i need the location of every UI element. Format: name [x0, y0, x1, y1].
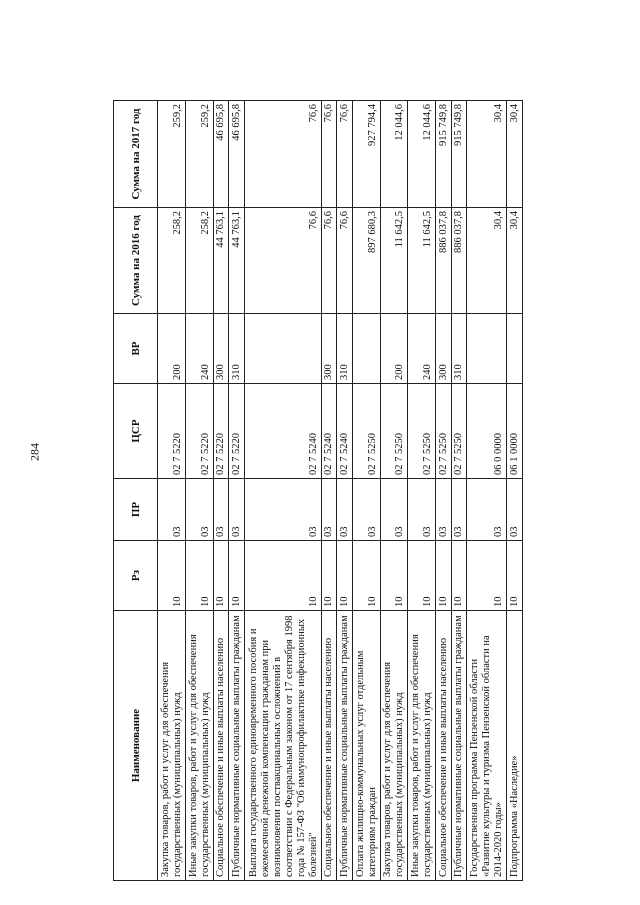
cell-pr: 03 — [507, 479, 523, 541]
cell-pr: 03 — [213, 479, 228, 541]
cell-name: Публичные нормативные социальные выплаты гражданам — [229, 611, 244, 881]
cell-name: Государственная программа Пензенской области «Развитие культуры и туризма Пензенской области на 2014-2020 годы» — [467, 611, 507, 881]
cell-rz: 10 — [213, 541, 228, 611]
cell-sum-2017: 46 695,8 — [229, 101, 244, 208]
cell-name: Публичные нормативные социальные выплаты гражданам — [451, 611, 466, 881]
cell-sum-2017: 12 044,6 — [408, 101, 436, 208]
cell-vr: 200 — [158, 314, 186, 384]
cell-pr: 03 — [467, 479, 507, 541]
cell-sum-2017: 76,6 — [244, 101, 321, 208]
cell-rz: 10 — [451, 541, 466, 611]
table-row — [451, 101, 466, 881]
cell-sum-2016: 258,2 — [185, 208, 213, 314]
cell-sum-2017: 76,6 — [321, 101, 336, 208]
cell-vr: 310 — [451, 314, 466, 384]
table-row — [229, 101, 244, 881]
cell-rz: 10 — [229, 541, 244, 611]
cell-csr: 02 7 5240 — [244, 384, 321, 479]
cell-sum-2017: 30,4 — [507, 101, 523, 208]
table-row — [158, 101, 186, 881]
cell-rz: 10 — [337, 541, 352, 611]
cell-name: Иные закупки товаров, работ и услуг для обеспечения государственных (муниципальных) нужд — [185, 611, 213, 881]
cell-pr: 03 — [321, 479, 336, 541]
table-row — [337, 101, 352, 881]
cell-vr — [507, 314, 523, 384]
cell-sum-2017: 915 749,8 — [436, 101, 451, 208]
cell-vr: 300 — [321, 314, 336, 384]
cell-sum-2016: 76,6 — [337, 208, 352, 314]
cell-csr: 06 1 0000 — [507, 384, 523, 479]
table-row — [185, 101, 213, 881]
cell-rz: 10 — [321, 541, 336, 611]
cell-vr — [244, 314, 321, 384]
cell-pr: 03 — [229, 479, 244, 541]
cell-pr: 03 — [185, 479, 213, 541]
cell-name: Иные закупки товаров, работ и услуг для обеспечения государственных (муниципальных) нужд — [408, 611, 436, 881]
cell-sum-2017: 12 044,6 — [380, 101, 408, 208]
cell-sum-2016: 886 037,8 — [436, 208, 451, 314]
cell-csr: 06 0 0000 — [467, 384, 507, 479]
cell-pr: 03 — [408, 479, 436, 541]
cell-sum-2016: 76,6 — [244, 208, 321, 314]
cell-name: Выплата государственного единовременного пособия и ежемесячной денежной компенсации гражданам при возникновении поствакцинальных осложнений в соответствии с Федеральным законом от 17 сентября 1998 года № 157-ФЗ "Об иммунопрофилактике инфекционных болезней" — [244, 611, 321, 881]
header-csr: ЦСР — [114, 384, 158, 479]
cell-sum-2016: 886 037,8 — [451, 208, 466, 314]
table-row — [436, 101, 451, 881]
cell-rz: 10 — [352, 541, 380, 611]
header-sum-2016: Сумма на 2016 год — [114, 208, 158, 314]
cell-csr: 02 7 5220 — [229, 384, 244, 479]
header-sum-2017: Сумма на 2017 год — [114, 101, 158, 208]
cell-csr: 02 7 5250 — [352, 384, 380, 479]
table-row — [467, 101, 507, 881]
cell-vr — [352, 314, 380, 384]
cell-sum-2016: 44 763,1 — [213, 208, 228, 314]
cell-vr: 310 — [229, 314, 244, 384]
cell-csr: 02 7 5250 — [380, 384, 408, 479]
cell-sum-2017: 30,4 — [467, 101, 507, 208]
header-name: Наименование — [114, 611, 158, 881]
cell-vr: 300 — [436, 314, 451, 384]
cell-vr: 300 — [213, 314, 228, 384]
cell-pr: 03 — [436, 479, 451, 541]
table-header-row — [114, 101, 158, 881]
cell-sum-2017: 259,2 — [158, 101, 186, 208]
cell-csr: 02 7 5250 — [408, 384, 436, 479]
cell-name: Подпрограмма «Наследие» — [507, 611, 523, 881]
page-number: 284 — [27, 443, 42, 461]
header-vr: ВР — [114, 314, 158, 384]
cell-sum-2016: 76,6 — [321, 208, 336, 314]
cell-rz: 10 — [436, 541, 451, 611]
cell-sum-2016: 258,2 — [158, 208, 186, 314]
cell-vr: 200 — [380, 314, 408, 384]
cell-name: Закупка товаров, работ и услуг для обеспечения государственных (муниципальных) нужд — [158, 611, 186, 881]
cell-csr: 02 7 5220 — [158, 384, 186, 479]
cell-sum-2016: 11 642,5 — [408, 208, 436, 314]
table-row — [213, 101, 228, 881]
cell-csr: 02 7 5220 — [213, 384, 228, 479]
table-row — [244, 101, 321, 881]
cell-pr: 03 — [352, 479, 380, 541]
cell-csr: 02 7 5240 — [337, 384, 352, 479]
cell-rz: 10 — [158, 541, 186, 611]
cell-name: Социальное обеспечение и иные выплаты населению — [321, 611, 336, 881]
cell-rz: 10 — [380, 541, 408, 611]
cell-pr: 03 — [451, 479, 466, 541]
cell-sum-2016: 11 642,5 — [380, 208, 408, 314]
table-row — [380, 101, 408, 881]
cell-sum-2016: 897 680,3 — [352, 208, 380, 314]
cell-name: Закупка товаров, работ и услуг для обеспечения государственных (муниципальных) нужд — [380, 611, 408, 881]
cell-sum-2016: 44 763,1 — [229, 208, 244, 314]
cell-name: Социальное обеспечение и иные выплаты населению — [213, 611, 228, 881]
cell-csr: 02 7 5240 — [321, 384, 336, 479]
cell-vr — [467, 314, 507, 384]
header-rz: Рз — [114, 541, 158, 611]
cell-csr: 02 7 5250 — [451, 384, 466, 479]
cell-rz: 10 — [244, 541, 321, 611]
cell-sum-2016: 30,4 — [467, 208, 507, 314]
cell-csr: 02 7 5250 — [436, 384, 451, 479]
header-pr: ПР — [114, 479, 158, 541]
cell-sum-2017: 76,6 — [337, 101, 352, 208]
cell-name: Публичные нормативные социальные выплаты гражданам — [337, 611, 352, 881]
cell-pr: 03 — [337, 479, 352, 541]
table-row — [321, 101, 336, 881]
cell-sum-2017: 915 749,8 — [451, 101, 466, 208]
cell-rz: 10 — [467, 541, 507, 611]
cell-csr: 02 7 5220 — [185, 384, 213, 479]
cell-rz: 10 — [507, 541, 523, 611]
cell-sum-2017: 259,2 — [185, 101, 213, 208]
cell-vr: 310 — [337, 314, 352, 384]
cell-pr: 03 — [158, 479, 186, 541]
cell-pr: 03 — [244, 479, 321, 541]
budget-table-container — [113, 101, 523, 881]
cell-sum-2017: 927 794,4 — [352, 101, 380, 208]
cell-sum-2016: 30,4 — [507, 208, 523, 314]
budget-table — [113, 100, 523, 881]
table-row — [408, 101, 436, 881]
cell-rz: 10 — [185, 541, 213, 611]
cell-name: Оплата жилищно-коммунальных услуг отдельным категориям граждан — [352, 611, 380, 881]
table-row — [352, 101, 380, 881]
cell-vr: 240 — [185, 314, 213, 384]
cell-vr: 240 — [408, 314, 436, 384]
cell-name: Социальное обеспечение и иные выплаты населению — [436, 611, 451, 881]
table-row — [507, 101, 523, 881]
cell-rz: 10 — [408, 541, 436, 611]
cell-pr: 03 — [380, 479, 408, 541]
cell-sum-2017: 46 695,8 — [213, 101, 228, 208]
